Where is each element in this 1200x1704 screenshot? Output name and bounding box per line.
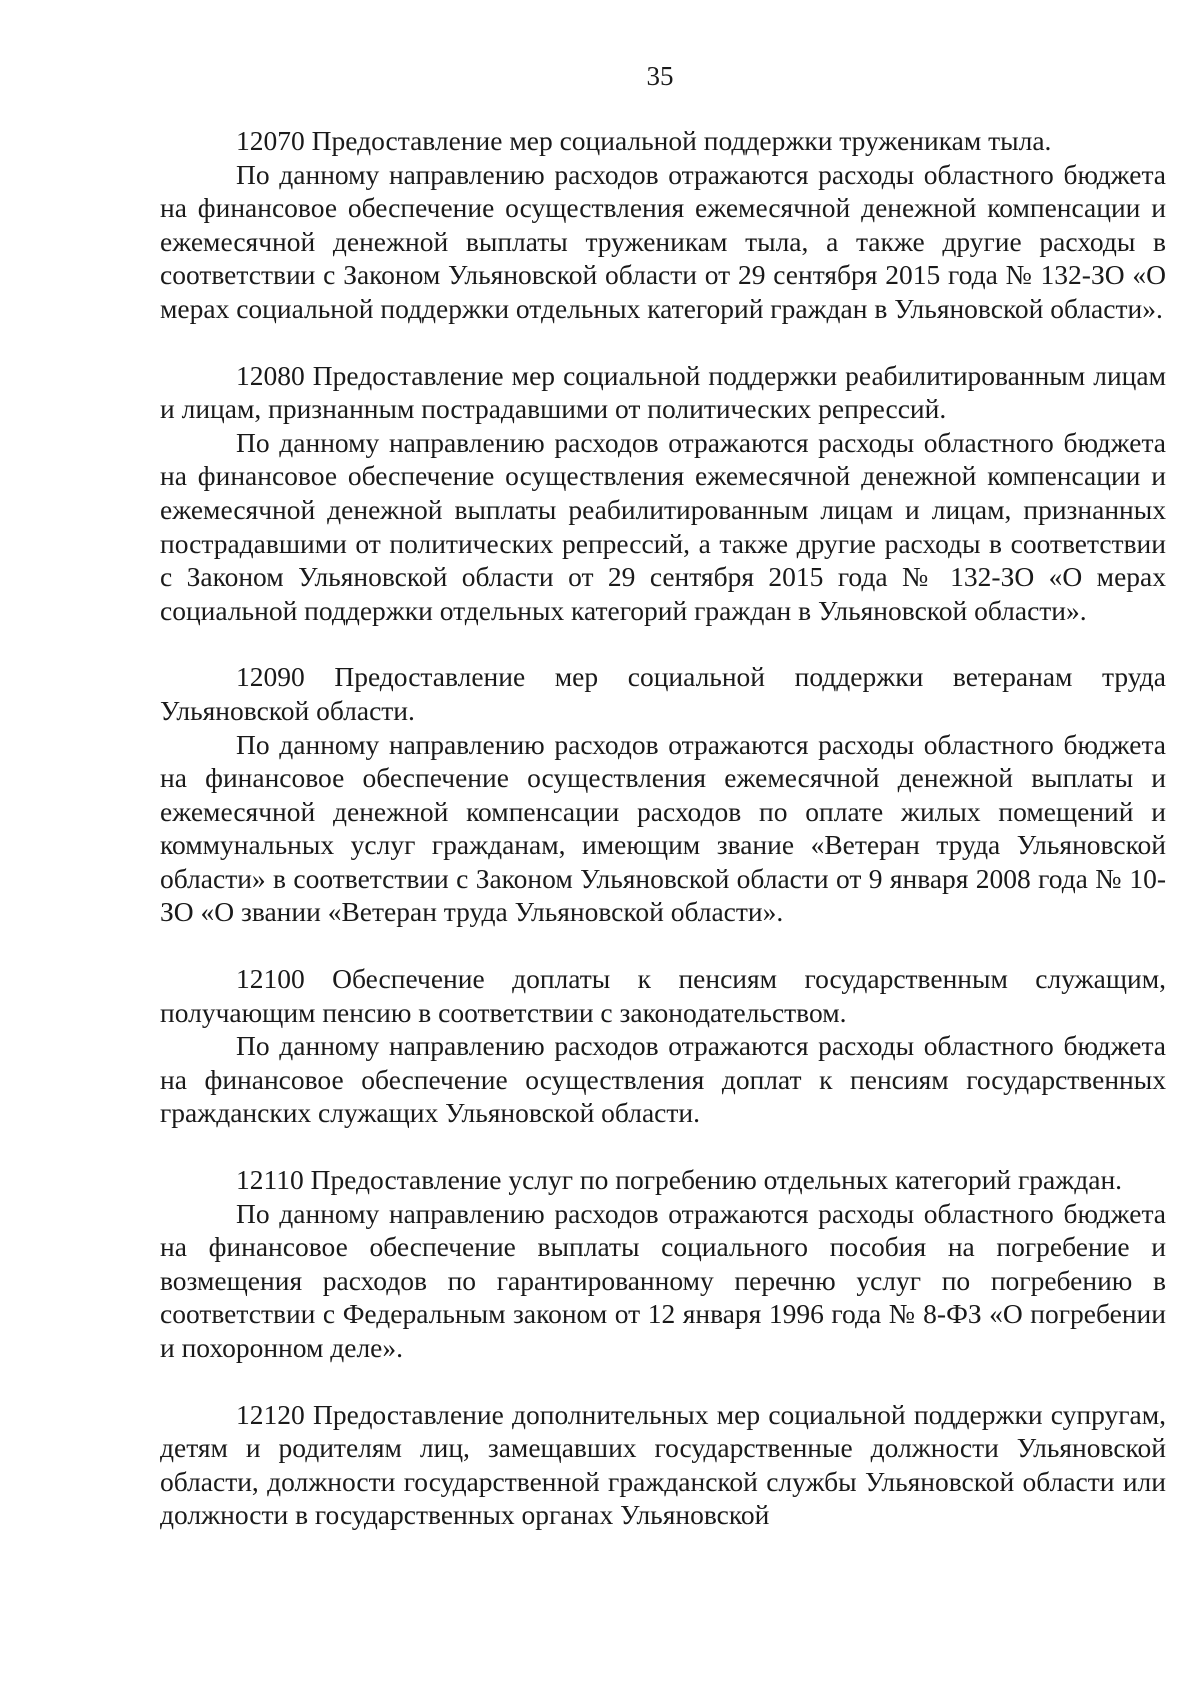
page-number: 35 xyxy=(646,61,674,91)
section-text: По данному направлению расходов отражаются расходы областного бюджета на финансовое обеспечение осуществления доплат к пенсиям государственных гражданских служащих Ульяновской области. xyxy=(160,1030,1166,1129)
section-heading: 12090 Предоставление мер социальной поддержки ветеранам труда Ульяновской области. xyxy=(160,661,1166,726)
document-body xyxy=(160,124,1166,1565)
section-text: По данному направлению расходов отражаются расходы областного бюджета на финансовое обеспечение осуществления ежемесячной денежной компенсации и ежемесячной денежной выплаты реабилитированным лицам и лицам, признанных пострадавшими от политических репрессий, а также другие расходы в соответствии с Законом Ульяновской области от 29 сентября 2015 года № 132-ЗО «О мерах социальной поддержки отдельных категорий граждан в Ульяновской области». xyxy=(160,426,1166,626)
section-text: По данному направлению расходов отражаются расходы областного бюджета на финансовое обеспечение осуществления ежемесячной денежной выплаты и ежемесячной денежной компенсации расходов по оплате жилых помещений и коммунальных услуг гражданам, имеющим звание «Ветеран труда Ульяновской области» в соответствии с Законом Ульяновской области от 9 января 2008 года № 10-ЗО «О звании «Ветеран труда Ульяновской области». xyxy=(160,728,1166,928)
section-heading: 12120 Предоставление дополнительных мер социальной поддержки супругам, детям и родителям лиц, замещавших государственные должности Ульяновской области, должности государственной гражданской службы Ульяновской области или должности в государственных органах Ульяновской xyxy=(160,1398,1166,1531)
section-12120 xyxy=(160,1398,1166,1532)
section-heading: 12110 Предоставление услуг по погребению отдельных категорий граждан. xyxy=(236,1164,1123,1196)
section-12090 xyxy=(160,660,1166,929)
section-heading: 12100 Обеспечение доплаты к пенсиям государственным служащим, получающим пенсию в соответствии с законодательством. xyxy=(160,963,1166,1028)
section-heading: 12070 Предоставление мер социальной поддержки труженикам тыла. xyxy=(236,125,1052,156)
section-12070 xyxy=(160,124,1166,326)
section-12110 xyxy=(160,1163,1166,1365)
section-text: По данному направлению расходов отражаются расходы областного бюджета на финансовое обеспечение выплаты социального пособия на погребение и возмещения расходов по гарантированному перечню услуг по погребению в соответствии с Федеральным законом от 12 января 1996 года № 8-ФЗ «О погребении и похоронном деле». xyxy=(160,1197,1166,1363)
section-heading: 12080 Предоставление мер социальной поддержки реабилитированным лицам и лицам, признанным пострадавшими от политических репрессий. xyxy=(160,359,1166,425)
section-12080 xyxy=(160,359,1166,628)
section-text: По данному направлению расходов отражаются расходы областного бюджета на финансовое обеспечение осуществления ежемесячной денежной компенсации и ежемесячной денежной выплаты труженикам тыла, а также другие расходы в соответствии с Законом Ульяновской области от 29 сентября 2015 года № 132-ЗО «О мерах социальной поддержки отдельных категорий граждан в Ульяновской области». xyxy=(160,158,1166,324)
section-12100 xyxy=(160,962,1166,1130)
